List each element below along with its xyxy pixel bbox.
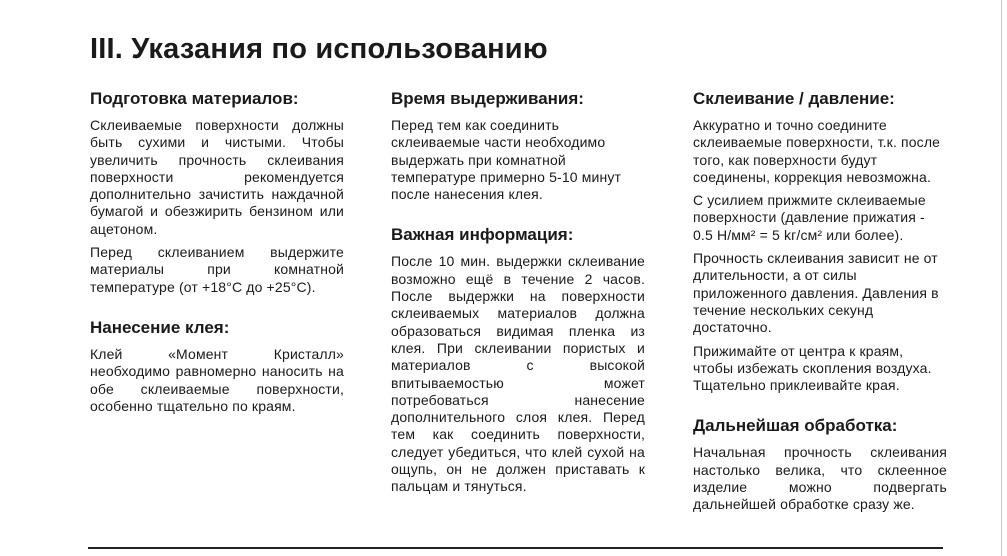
column-left [90, 88, 344, 421]
section-glue-application [90, 317, 344, 415]
section-heading: Время выдерживания: [391, 89, 584, 108]
section-heading: Подготовка материалов: [90, 89, 299, 108]
column-right [693, 88, 947, 520]
page-title: III. Указания по использованию [90, 33, 548, 65]
paragraph: Прижимайте от центра к краям, чтобы избежать скопления воздуха. Тщательно приклеивайте края. [693, 342, 932, 394]
paragraph: С усилием прижмите склеиваемые поверхности (давление прижатия - 0.5 Н/мм² = 5 kг/см² или более). [693, 192, 926, 243]
paragraph: Перед тем как соединить склеиваемые части необходимо выдержать при комнатной температуре примерно 5-10 минут после нанесения клея. [391, 117, 622, 203]
section-further-processing [693, 415, 947, 513]
bottom-divider [88, 547, 943, 549]
paragraph: Аккуратно и точно соедините склеиваемые поверхности, т.к. после того, как поверхности будут соединены, коррекция невозможна. [693, 117, 941, 185]
paragraph: Склеиваемые поверхности должны быть сухими и чистыми. Чтобы увеличить прочность склеивания поверхности рекомендуется дополнительно зачистить наждачной бумагой и обезжирить бензином или ацетоном. [90, 117, 344, 237]
paragraph: После 10 мин. выдержки склеивание возможно ещё в течение 2 часов. После выдержки на поверхности склеиваемых материалов должна образоваться видимая пленка из клея. При склеивании пористых и материалов с высокой впитываемостью может потребоваться нанесение дополнительного слоя клея. Перед тем как соединить поверхности, следует убедиться, что клей сухой на ощупь, он не должен приставать к пальцам и тянуться. [391, 253, 645, 495]
section-important-info [391, 224, 645, 495]
paragraph: Перед склеиванием выдержите материалы при комнатной температуре (от +18°С до +25°С). [90, 244, 344, 295]
section-bonding-pressure [693, 88, 947, 394]
paragraph: Прочность склеивания зависит не от длительности, а от силы приложенного давления. Давления в течение нескольких секунд достаточно. [693, 250, 939, 336]
column-middle [391, 88, 645, 502]
section-material-preparation [90, 88, 344, 296]
page-edge-line [1001, 0, 1002, 556]
paragraph: Начальная прочность склеивания настолько велика, что склеенное изделие можно подвергать дальнейшей обработке сразу же. [693, 444, 947, 513]
section-heading: Дальнейшая обработка: [693, 416, 898, 436]
paragraph: Клей «Момент Кристалл» необходимо равномерно наносить на обе склеиваемые поверхности, особенно тщательно по краям. [90, 345, 344, 414]
section-heading: Склеивание / давление: [693, 89, 895, 108]
section-holding-time [391, 88, 645, 203]
section-heading: Важная информация: [391, 225, 574, 245]
section-heading: Нанесение клея: [90, 317, 230, 337]
